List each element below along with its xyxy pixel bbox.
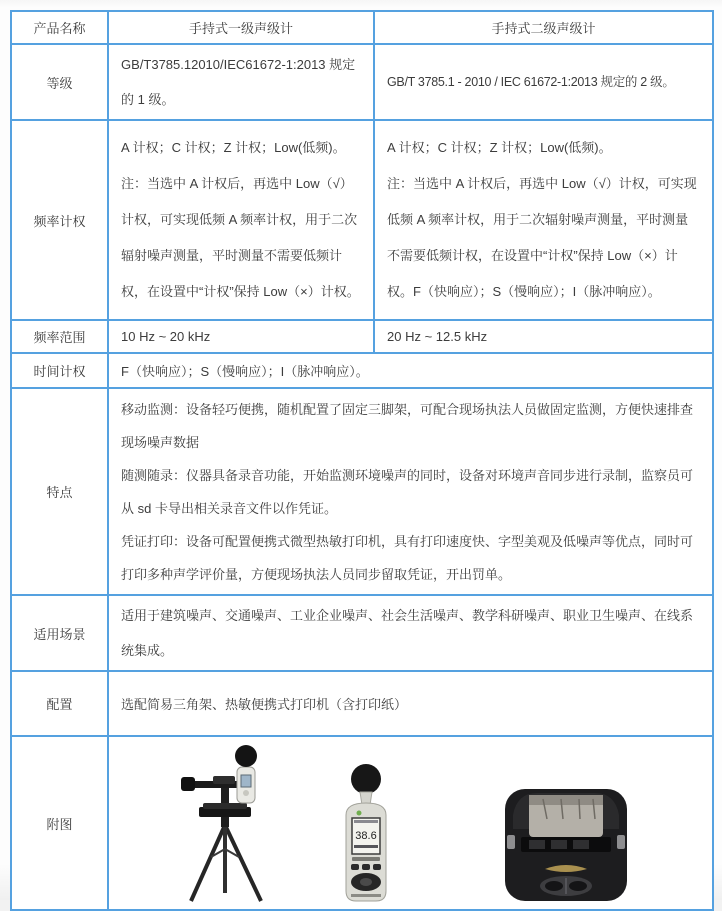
table-row-product-name (11, 11, 713, 44)
row-label-grade: 等级 (11, 44, 108, 120)
scenarios-value: 适用于建筑噪声、交通噪声、工业企业噪声、社会生活噪声、教学科研噪声、职业卫生噪声、在线系统集成。 (108, 595, 713, 671)
printer-latch-right (617, 835, 625, 849)
meter-label-strip (352, 857, 380, 861)
meter-buttons (351, 864, 381, 891)
table-row-scenarios (11, 595, 713, 671)
time-weighting-value: F（快响应）；S（慢响应）；I（脉冲响应）。 (108, 353, 713, 388)
header-product2: 手持式二级声级计 (374, 11, 713, 44)
product-spec-table (10, 10, 714, 911)
row-label-features: 特点 (11, 388, 108, 595)
figures-cell (108, 736, 713, 910)
fw2-line1: A 计权；C 计权；Z 计权；Low(低频)。 (387, 140, 612, 155)
meter-display-value: 38.6 (355, 830, 377, 842)
row-label-scenarios: 适用场景 (11, 595, 108, 671)
table-row-grade (11, 44, 713, 120)
config-value: 选配简易三角架、热敏便携式打印机（含打印纸） (108, 671, 713, 736)
frequency-weighting-product1 (108, 120, 374, 320)
table-row-features (11, 388, 713, 595)
frequency-weighting-product2 (374, 120, 713, 320)
table-row-figures (11, 736, 713, 910)
figures-wrap (121, 741, 700, 905)
row-label-frequency-weighting: 频率计权 (11, 120, 108, 320)
table-row-config (11, 671, 713, 736)
table-row-frequency-weighting (11, 120, 713, 320)
header-product1: 手持式一级声级计 (108, 11, 374, 44)
tripod-meter-image (173, 741, 277, 905)
frequency-range-product2: 20 Hz ~ 12.5 kHz (374, 320, 713, 353)
printer-buttons (540, 876, 592, 896)
meter-bottom-strip (351, 894, 381, 897)
row-label-figures: 附图 (11, 736, 108, 910)
printer-paper-window (529, 795, 603, 837)
handheld-meter-image (329, 763, 403, 905)
fw1-line1: A 计权；C 计权；Z 计权；Low(低频)。 (121, 140, 346, 155)
table-row-frequency-range (11, 320, 713, 353)
row-label-time-weighting: 时间计权 (11, 353, 108, 388)
frequency-range-product1: 10 Hz ~ 20 kHz (108, 320, 374, 353)
feature-printing: 凭证打印：设备可配置便携式微型热敏打印机，具有打印速度快、字型美观及低噪声等优点，同时可打印多种声学评价量，方便现场执法人员同步留取凭证，开出罚单。 (121, 533, 694, 582)
mounted-meter-icon (235, 745, 257, 803)
thermal-printer-image (503, 785, 629, 905)
features-value (108, 388, 713, 595)
fw1-note: 注：当选中 A 计权后，再选中 Low（√）计权，可实现低频 A 频率计权，用于二次辐射噪声测量，平时测量不需要低频计权，在设置中“计权”保持 Low（×）计权。 (121, 176, 360, 299)
feature-recording: 随测随录：仪器具备录音功能，开始监测环境噪声的同时，设备对环境声音同步进行录制，监察员可从 sd 卡导出相关录音文件以作凭证。 (121, 467, 694, 516)
fw2-note: 注：当选中 A 计权后，再选中 Low（√）计权，可实现低频 A 频率计权，用于二次辐射噪声测量，平时测量不需要低频计权，在设置中“计权”保持 Low（×）计权。F（快响应）；S（慢响应）；I（脉冲响应）。 (387, 176, 697, 299)
printer-tear-bar (507, 835, 625, 852)
meter-lcd (352, 818, 380, 854)
row-label-product-name: 产品名称 (11, 11, 108, 44)
grade-product2: GB/T 3785.1 - 2010 / IEC 61672-1:2013 规定的 2 级。 (374, 44, 713, 120)
windscreen-ball-icon (351, 764, 381, 794)
row-label-frequency-range: 频率范围 (11, 320, 108, 353)
printer-latch-left (507, 835, 515, 849)
feature-mobile-monitoring: 移动监测：设备轻巧便携，随机配置了固定三脚架，可配合现场执法人员做固定监测，方便快速排查现场噪声数据 (121, 401, 694, 450)
grade-product1: GB/T3785.12010/IEC61672-1:2013 规定的 1 级。 (108, 44, 374, 120)
row-label-config: 配置 (11, 671, 108, 736)
table-row-time-weighting (11, 353, 713, 388)
meter-logo-dot (357, 811, 362, 816)
